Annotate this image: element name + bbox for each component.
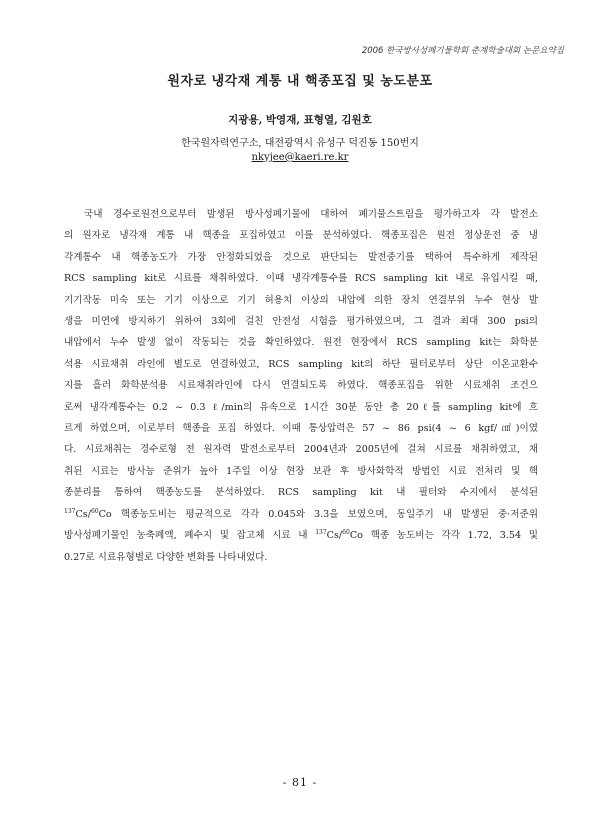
abstract-line: 로써 냉각계통수는 0.2 ~ 0.3 ℓ/min의 유속으로 1시간 30분 동안 총 20ℓ를 sampling kit에 흐 xyxy=(64,401,538,413)
page-number: - 81 - xyxy=(282,776,318,789)
abstract-line: 석용 시료채취 라인에 별도로 연결하였고, RCS sampling kit의 하단 필터로부터 상단 이온교환수 xyxy=(64,358,538,370)
abstract-line: 기기작동 미숙 또는 기기 이상으로 기기 허용치 이상의 내압에 의한 장치 연결부위 누수 현상 발 xyxy=(64,294,538,306)
abstract-line: 취된 시료는 방사능 준위가 높아 1주일 이상 현장 보관 후 방사화학적 방법인 시료 전처리 및 핵 xyxy=(64,465,538,477)
author-email[interactable]: nkyjee@kaeri.re.kr xyxy=(251,152,349,163)
email-line xyxy=(0,152,600,163)
abstract-line: 다. 시료채취는 경수로형 전 원자력 발전소로부터 2004년과 2005년에 걸쳐 시료를 채취하였고, 채 xyxy=(64,444,538,456)
abstract-body xyxy=(64,204,538,568)
abstract-line: 지를 흘러 화학분석용 시료채취라인에 다시 연결되도록 하였다. 핵종포집을 위한 시료채취 조건으 xyxy=(64,380,538,392)
abstract-line: 각계통수 내 핵종농도가 가장 안정화되었을 것으로 판단되는 발전중기를 택하여 특수하게 제작된 xyxy=(64,251,538,263)
abstract-line: 생을 미연에 방지하기 위하여 3회에 걸친 안전성 시험을 평가하였으며, 그 결과 최대 300 psi의 xyxy=(64,316,538,328)
abstract-line: RCS sampling kit로 시료를 채취하였다. 이때 냉각계통수를 RCS sampling kit 내로 유입시킬 때, xyxy=(64,273,538,285)
abstract-line: 방사성폐기물인 농축폐액, 폐수지 및 잡고체 시료 내 $^{137}$Cs/$^{60}$Co 핵종 농도비는 각각 1.72, 3.54 및 xyxy=(64,528,539,542)
abstract-line: 종분리를 통하여 핵종농도를 분석하였다. RCS sampling kit 내 필터와 수지에서 분석된 xyxy=(64,487,538,499)
abstract-line: 국내 경수로원전으로부터 발생된 방사성폐기물에 대하여 폐기물스트림을 평가하고자 각 발전소 xyxy=(84,209,538,220)
conference-header: 2006 한국방사성폐기물학회 춘계학술대회 논문요약집 xyxy=(361,46,564,56)
authors: 지광용, 박영재, 표형열, 김원호 xyxy=(228,114,372,126)
affiliation: 한국원자력연구소, 대전광역시 유성구 덕진동 150번지 xyxy=(181,138,419,149)
abstract-line: 내압에서 누수 발생 없이 작동되는 것을 확인하였다. 원전 현장에서 RCS sampling kit는 화학분 xyxy=(64,337,538,349)
abstract-line: 르게 하였으며, 이로부터 핵종을 포집 하였다. 이때 통상압력은 57 ~ 86 psi(4 ~ 6 kgf/㎠)이였 xyxy=(64,423,538,435)
abstract-line: 의 원자로 냉각재 계통 내 핵종을 포집하였고 이를 분석하였다. 핵종포집은 원전 정상운전 중 냉 xyxy=(64,230,538,242)
paper-title: 원자로 냉각재 계통 내 핵종포집 및 농도분포 xyxy=(167,74,433,89)
abstract-line: $^{137}$Cs/$^{60}$Co 핵종농도비는 평균적으로 각각 0.045와 3.3을 보였으며, 동일주기 내 발생된 중·저준위 xyxy=(64,507,538,520)
abstract-line: 0.27로 시료유형별로 다양한 변화를 나타내었다. xyxy=(64,551,268,563)
